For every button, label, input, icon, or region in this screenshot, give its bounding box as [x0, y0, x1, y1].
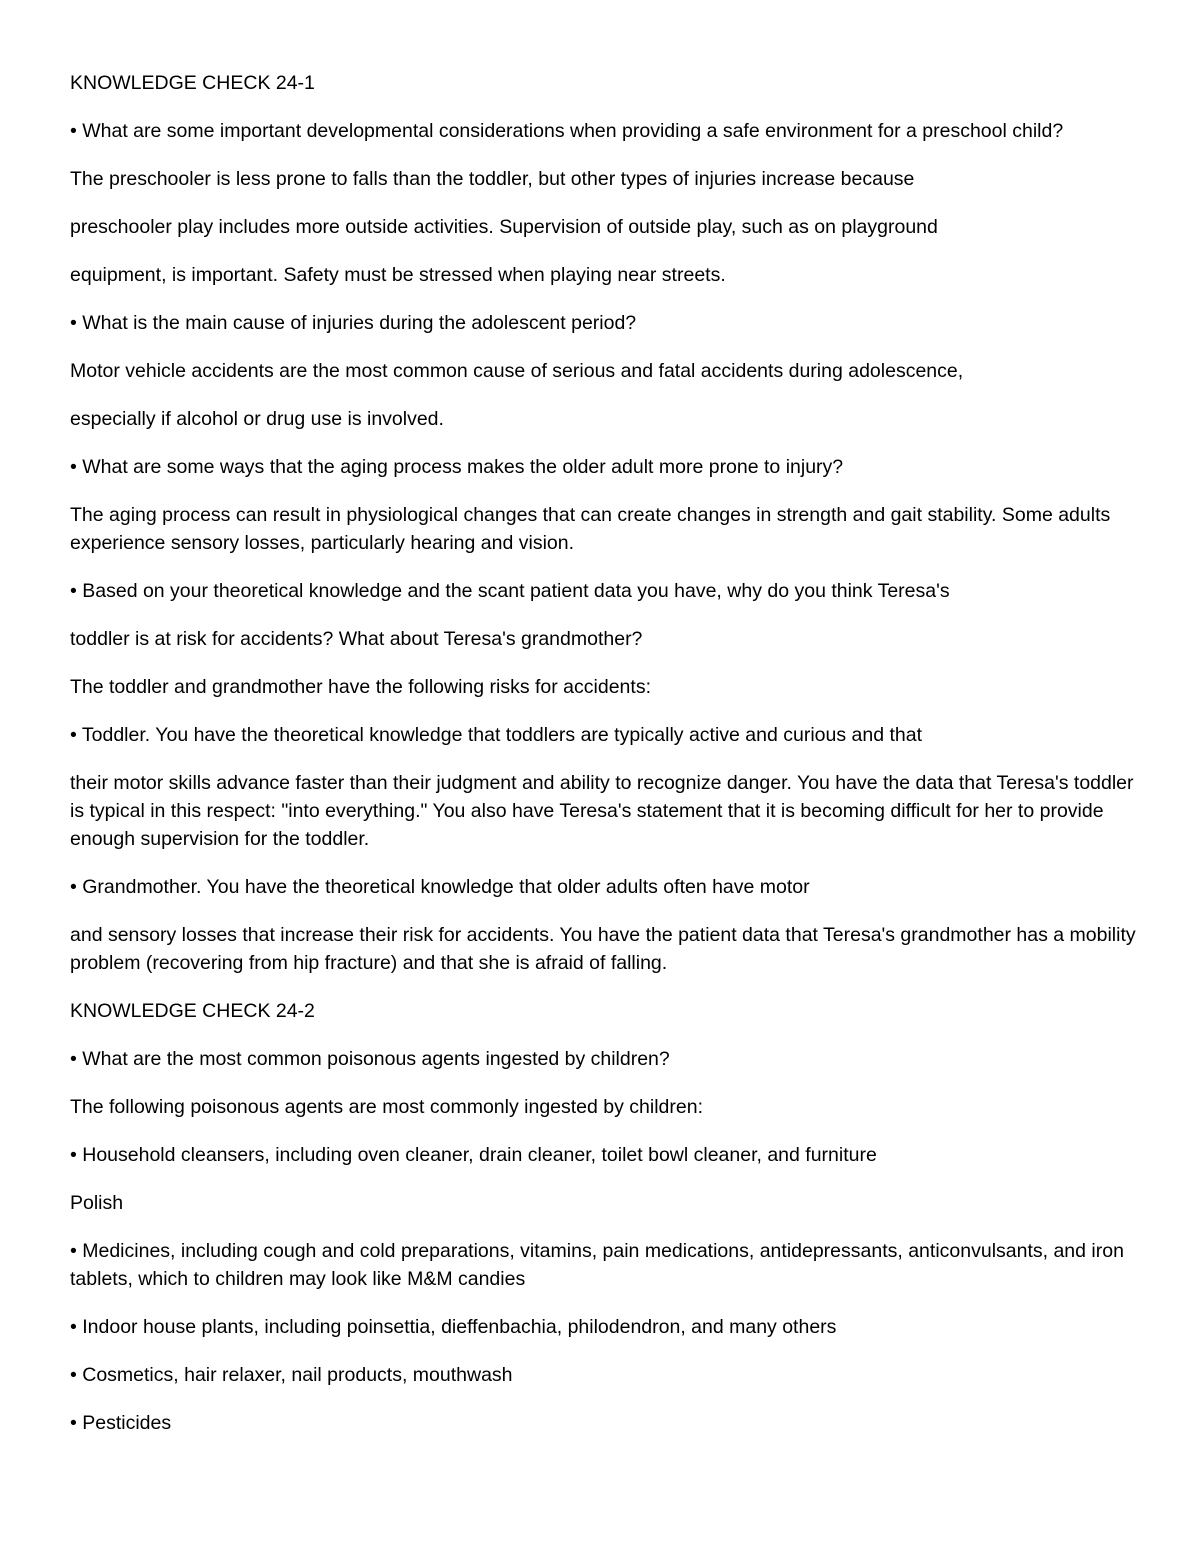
question-teresa-risk-line-2: toddler is at risk for accidents? What about Teresa's grandmother? — [70, 628, 643, 650]
question-teresa-risk-line-1: • Based on your theoretical knowledge and the scant patient data you have, why do you think Teresa's — [70, 580, 950, 602]
answer-toddler-line-2: their motor skills advance faster than their judgment and ability to recognize danger. You have the data that Teresa's toddler is typical in this respect: "into everything." You also have Teresa's statement that it is becoming difficult for her to provide enough supervision for the toddler. — [70, 772, 1134, 850]
question-preschool-safety: • What are some important developmental considerations when providing a safe environment for a preschool child? — [70, 120, 1064, 142]
list-item-cosmetics: • Cosmetics, hair relaxer, nail products, mouthwash — [70, 1364, 513, 1386]
answer-risks-intro: The toddler and grandmother have the following risks for accidents: — [70, 676, 651, 698]
answer-preschool-line-3: equipment, is important. Safety must be stressed when playing near streets. — [70, 264, 726, 286]
list-item-pesticides: • Pesticides — [70, 1412, 172, 1434]
question-poisonous-agents: • What are the most common poisonous agents ingested by children? — [70, 1048, 670, 1070]
answer-preschool-line-2: preschooler play includes more outside activities. Supervision of outside play, such as on playground — [70, 216, 938, 238]
answer-preschool-line-1: The preschooler is less prone to falls than the toddler, but other types of injuries increase because — [70, 168, 915, 190]
document-page — [70, 69, 1140, 1457]
question-adolescent-injuries: • What is the main cause of injuries during the adolescent period? — [70, 312, 637, 334]
section-heading-24-1: KNOWLEDGE CHECK 24-1 — [70, 72, 315, 94]
list-item-household-cleansers: • Household cleansers, including oven cleaner, drain cleaner, toilet bowl cleaner, and furniture — [70, 1144, 877, 1166]
list-item-house-plants: • Indoor house plants, including poinsettia, dieffenbachia, philodendron, and many others — [70, 1316, 837, 1338]
answer-aging-process: The aging process can result in physiological changes that can create changes in strength and gait stability. Some adults experience sensory losses, particularly hearing and vision. — [70, 504, 1111, 554]
answer-poisonous-intro: The following poisonous agents are most commonly ingested by children: — [70, 1096, 704, 1118]
section-heading-24-2: KNOWLEDGE CHECK 24-2 — [70, 1000, 315, 1022]
answer-adolescent-line-2: especially if alcohol or drug use is involved. — [70, 408, 444, 430]
question-aging-process: • What are some ways that the aging process makes the older adult more prone to injury? — [70, 456, 844, 478]
list-item-medicines: • Medicines, including cough and cold preparations, vitamins, pain medications, antidepressants, anticonvulsants, and iron tablets, which to children may look like M&M candies — [70, 1240, 1124, 1290]
answer-grandmother-line-1: • Grandmother. You have the theoretical knowledge that older adults often have motor — [70, 876, 810, 898]
list-item-polish: Polish — [70, 1192, 124, 1214]
answer-adolescent-line-1: Motor vehicle accidents are the most common cause of serious and fatal accidents during adolescence, — [70, 360, 964, 382]
answer-toddler-line-1: • Toddler. You have the theoretical knowledge that toddlers are typically active and curious and that — [70, 724, 923, 746]
answer-grandmother-line-2: and sensory losses that increase their risk for accidents. You have the patient data that Teresa's grandmother has a mobility problem (recovering from hip fracture) and that she is afraid of falling. — [70, 924, 1136, 974]
